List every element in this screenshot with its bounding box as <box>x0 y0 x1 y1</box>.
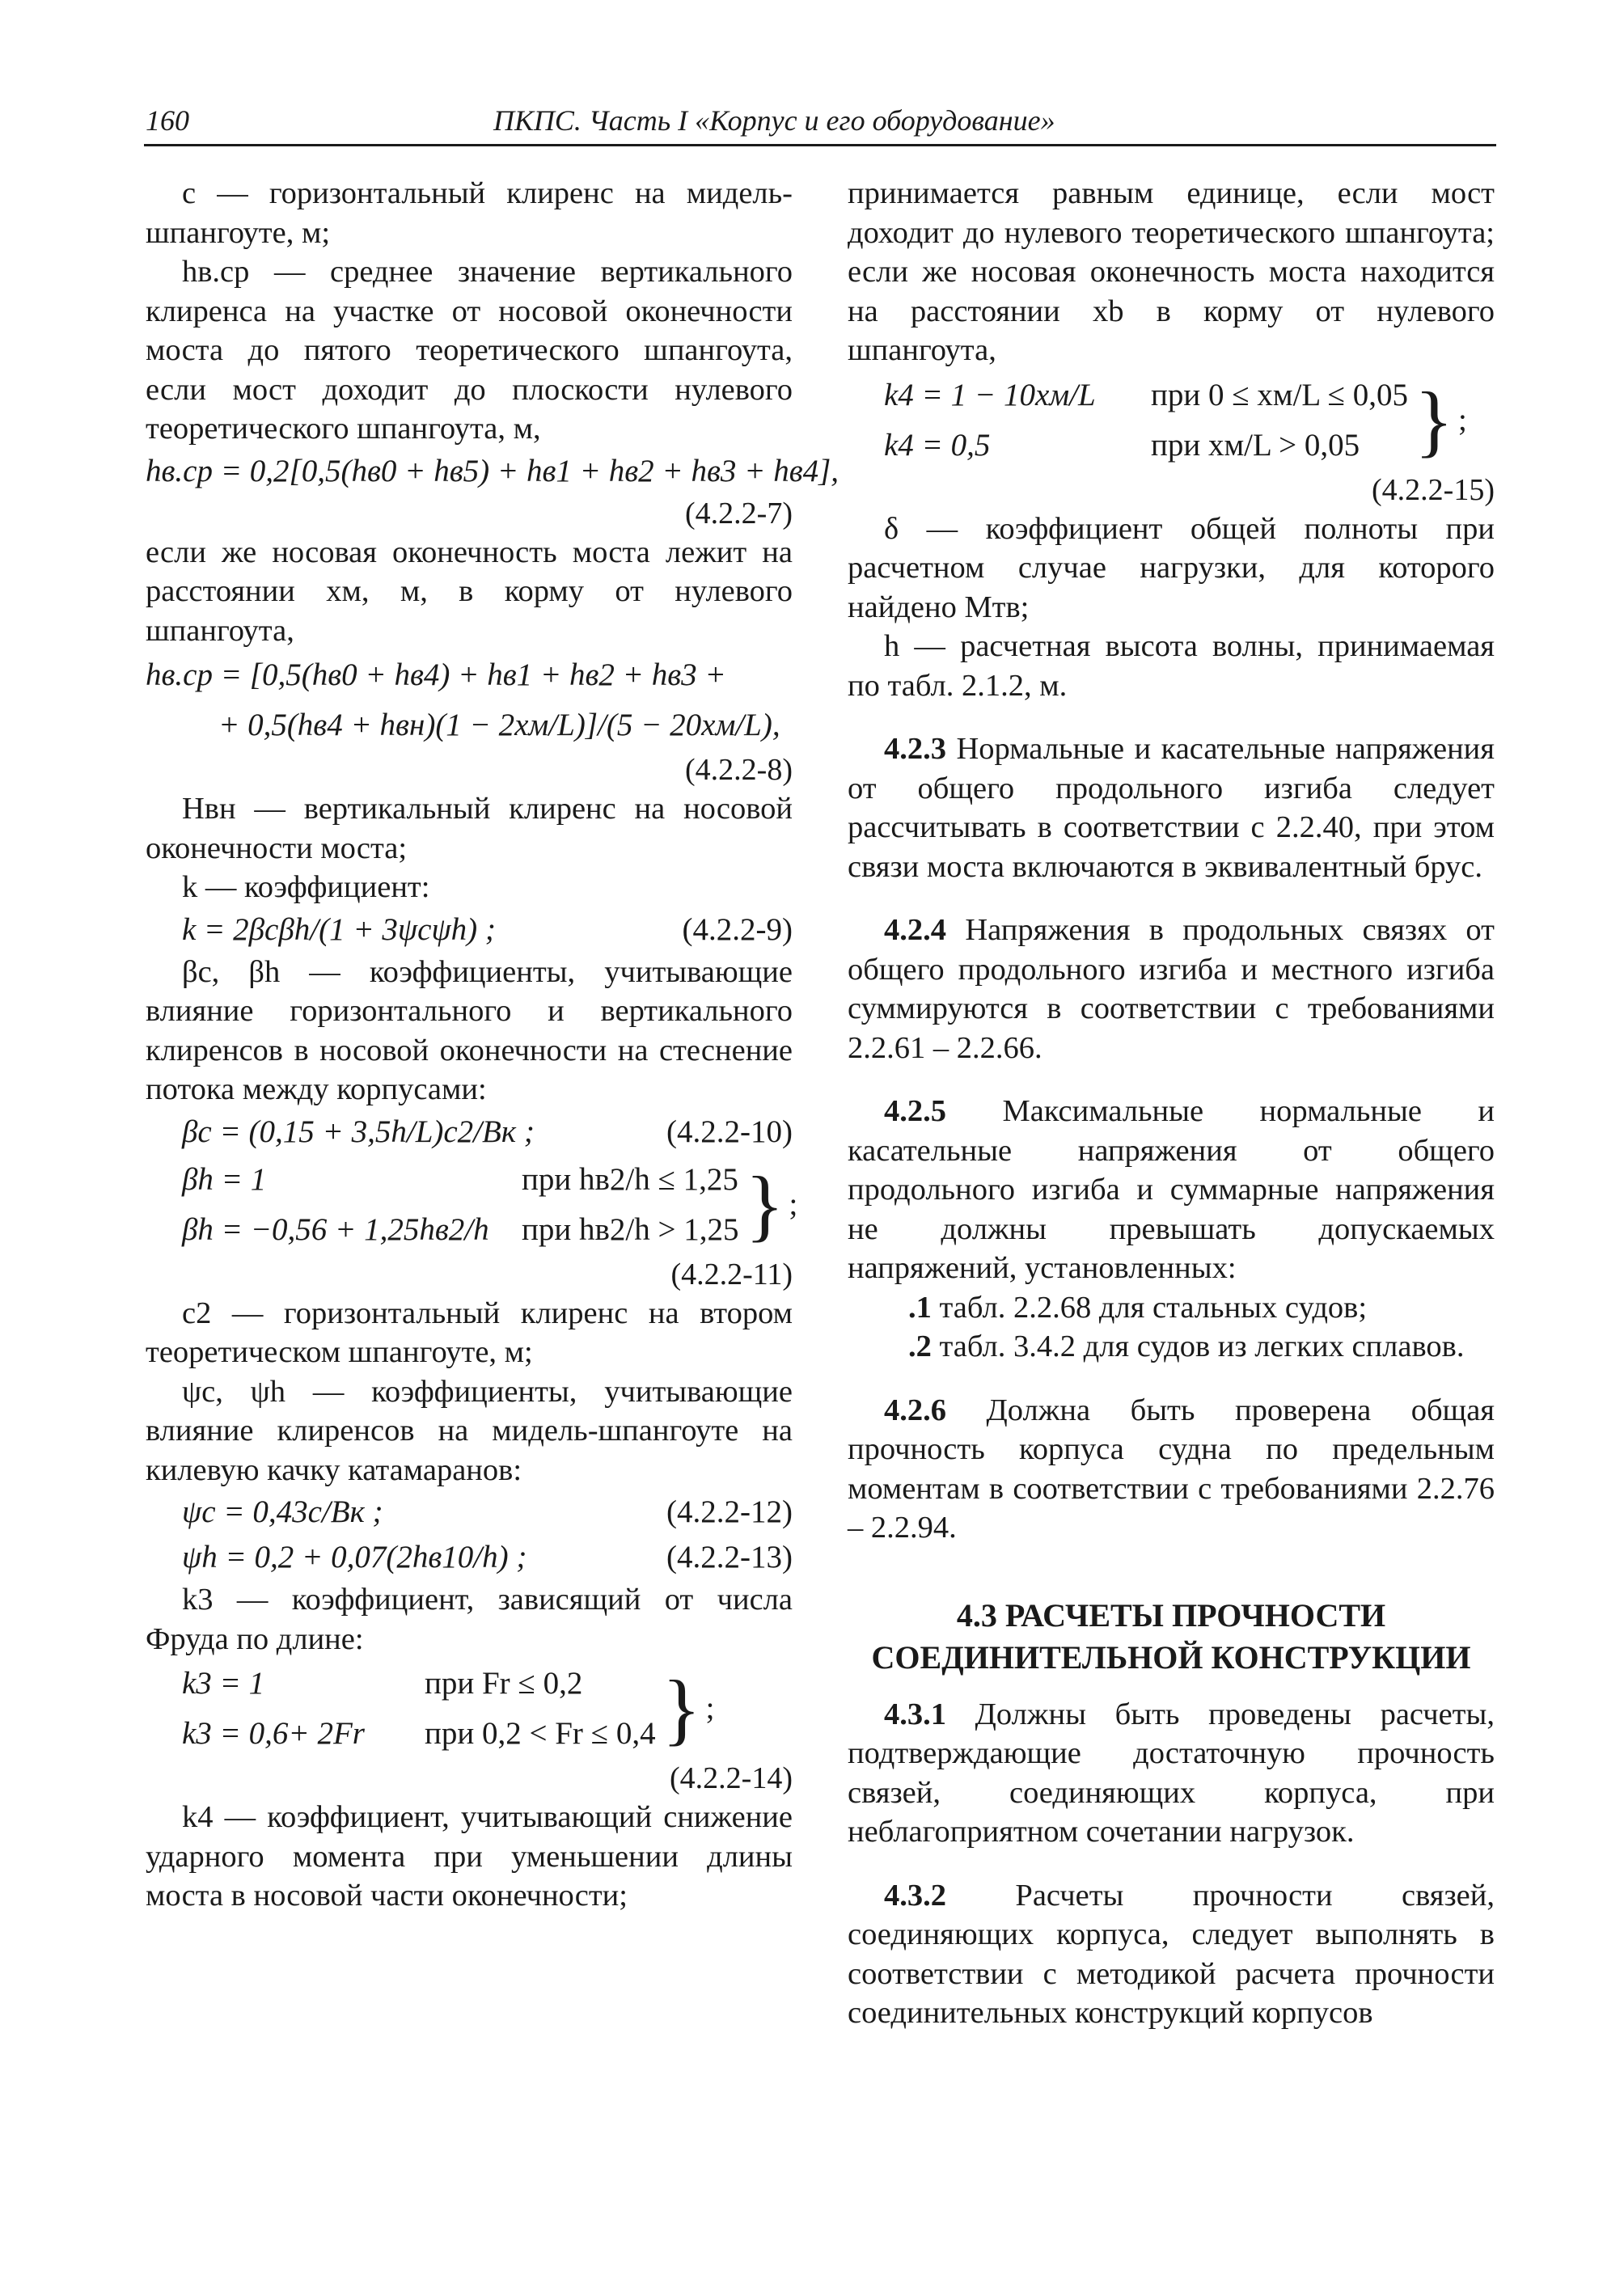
formula-4-2-2-9: k = 2βcβh/(1 + 3ψcψh) ; (4.2.2-9) <box>182 911 793 947</box>
clause-4-2-4: 4.2.4 Напряжения в продольных связях от общего продольного изгиба и местного изгиба суммируются в соответствии с требованиями 2.2.61 – 2.2.66. <box>848 913 1495 1065</box>
equation-number: (4.2.2-8) <box>685 753 793 787</box>
definition-c2: c2 — горизонтальный клиренс на втором теоретическом шпангоуте, м; <box>146 1296 793 1369</box>
formula-4-2-2-8-line2: + 0,5(hв4 + hвн)(1 − 2xм/L)]/(5 − 20xм/L), <box>218 708 780 742</box>
definition-h-vn: Hвн — вертикальный клиренс на носовой оконечности моста; <box>146 792 793 865</box>
list-item-1: .1 табл. 2.2.68 для стальных судов; <box>908 1290 1368 1325</box>
formula-4-2-2-14: k3 = 1 при Fr ≤ 0,2 k3 = 0,6+ 2Fr при 0,2 < Fr ≤ 0,4 } ; <box>182 1663 715 1753</box>
definition-psi: ψc, ψh — коэффициенты, учитывающие влияние клиренсов на мидель-шпангоуте на килевую качку катамаранов: <box>146 1374 793 1487</box>
running-header: ПКПС. Часть I «Корпус и его оборудование» <box>493 104 1055 137</box>
definition-delta: δ — коэффициент общей полноты при расчетном случае нагрузки, для которого найдено Mтв; <box>848 511 1495 624</box>
definition-k: k — коэффициент: <box>182 870 430 904</box>
list-item-2: .2 табл. 3.4.2 для судов из легких сплавов. <box>908 1329 1465 1363</box>
clause-4-3-1: 4.3.1 Должны быть проведены расчеты, подтверждающие достаточную прочность связей, соединяющих корпуса, при неблагоприятном сочетании нагрузок. <box>848 1697 1495 1849</box>
formula-4-2-2-11: βh = 1 при hв2/h ≤ 1,25 βh = −0,56 + 1,25hв2/h при hв2/h > 1,25 } ; <box>182 1159 798 1249</box>
equation-number: (4.2.2-7) <box>685 496 793 530</box>
clause-4-2-6: 4.2.6 Должна быть проверена общая прочность корпуса судна по предельным моментам в соответствии с требованиями 2.2.76 – 2.2.94. <box>848 1393 1495 1545</box>
formula-4-2-2-7: hв.ср = 0,2[0,5(hв0 + hв5) + hв1 + hв2 + hв3 + hв4], <box>146 453 839 488</box>
definition-k4: k4 — коэффициент, учитывающий снижение ударного момента при уменьшении длины моста в носовой части оконечности; <box>146 1800 793 1913</box>
clause-4-2-5: 4.2.5 Максимальные нормальные и касательные напряжения от общего продольного изгиба и суммарные напряжения не должны превышать допускаемых напряжений, установленных: <box>848 1094 1495 1285</box>
formula-4-2-2-15: k4 = 1 − 10xм/L при 0 ≤ xм/L ≤ 0,05 k4 = 0,5 при xм/L > 0,05 } ; <box>884 374 1467 465</box>
section-heading-4-3: 4.3 РАСЧЕТЫ ПРОЧНОСТИ СОЕДИНИТЕЛЬНОЙ КОНСТРУКЦИИ <box>871 1596 1471 1676</box>
page-number: 160 <box>146 104 189 137</box>
definition-h-avg: hв.ср — среднее значение вертикального клиренса на участке от носовой оконечности моста до пятого теоретического шпангоута, если мост доходит до плоскости нулевого теоретического шпангоута, м, <box>146 255 793 446</box>
formula-4-2-2-10: βc = (0,15 + 3,5h/L)c2/Bк ; (4.2.2-10) <box>182 1114 793 1149</box>
k4-continuation: принимается равным единице, если мост доходит до нулевого теоретического шпангоута; если же носовая оконечность моста находится на расстоянии xb в корму от нулевого шпангоута, <box>848 176 1495 367</box>
equation-number: (4.2.2-11) <box>670 1257 793 1291</box>
equation-number: (4.2.2-14) <box>670 1761 793 1795</box>
definition-h-wave: h — расчетная высота волны, принимаемая по табл. 2.1.2, м. <box>848 629 1495 703</box>
clause-4-3-2: 4.3.2 Расчеты прочности связей, соединяющих корпуса, следует выполнять в соответствии с методикой расчета прочности соединительных конструкций корпусов <box>848 1878 1495 2030</box>
paragraph-bow-end: если же носовая оконечность моста лежит на расстоянии xм, м, в корму от нулевого шпангоута, <box>146 535 793 648</box>
definition-k3: k3 — коэффициент, зависящий от числа Фруда по длине: <box>146 1583 793 1656</box>
left-column <box>146 174 839 1916</box>
equation-number: (4.2.2-15) <box>1372 472 1495 507</box>
clause-4-2-3: 4.2.3 Нормальные и касательные напряжения от общего продольного изгиба следует рассчитывать в соответствии с 2.2.40, при этом связи моста включаются в эквивалентный брус. <box>848 732 1495 884</box>
definition-beta: βc, βh — коэффициенты, учитывающие влияние горизонтального и вертикального клиренсов в носовой оконечности на стеснение потока между корпусами: <box>146 954 793 1106</box>
header-rule <box>144 144 1496 146</box>
right-column <box>848 174 1495 2033</box>
definition-c: с — горизонтальный клиренс на мидель-шпангоуте, м; <box>146 176 793 250</box>
formula-4-2-2-12: ψc = 0,43c/Bк ; (4.2.2-12) <box>182 1494 793 1529</box>
formula-4-2-2-8-line1: hв.ср = [0,5(hв0 + hв4) + hв1 + hв2 + hв3 + <box>146 657 726 692</box>
formula-4-2-2-13: ψh = 0,2 + 0,07(2hв10/h) ; (4.2.2-13) <box>182 1540 793 1575</box>
